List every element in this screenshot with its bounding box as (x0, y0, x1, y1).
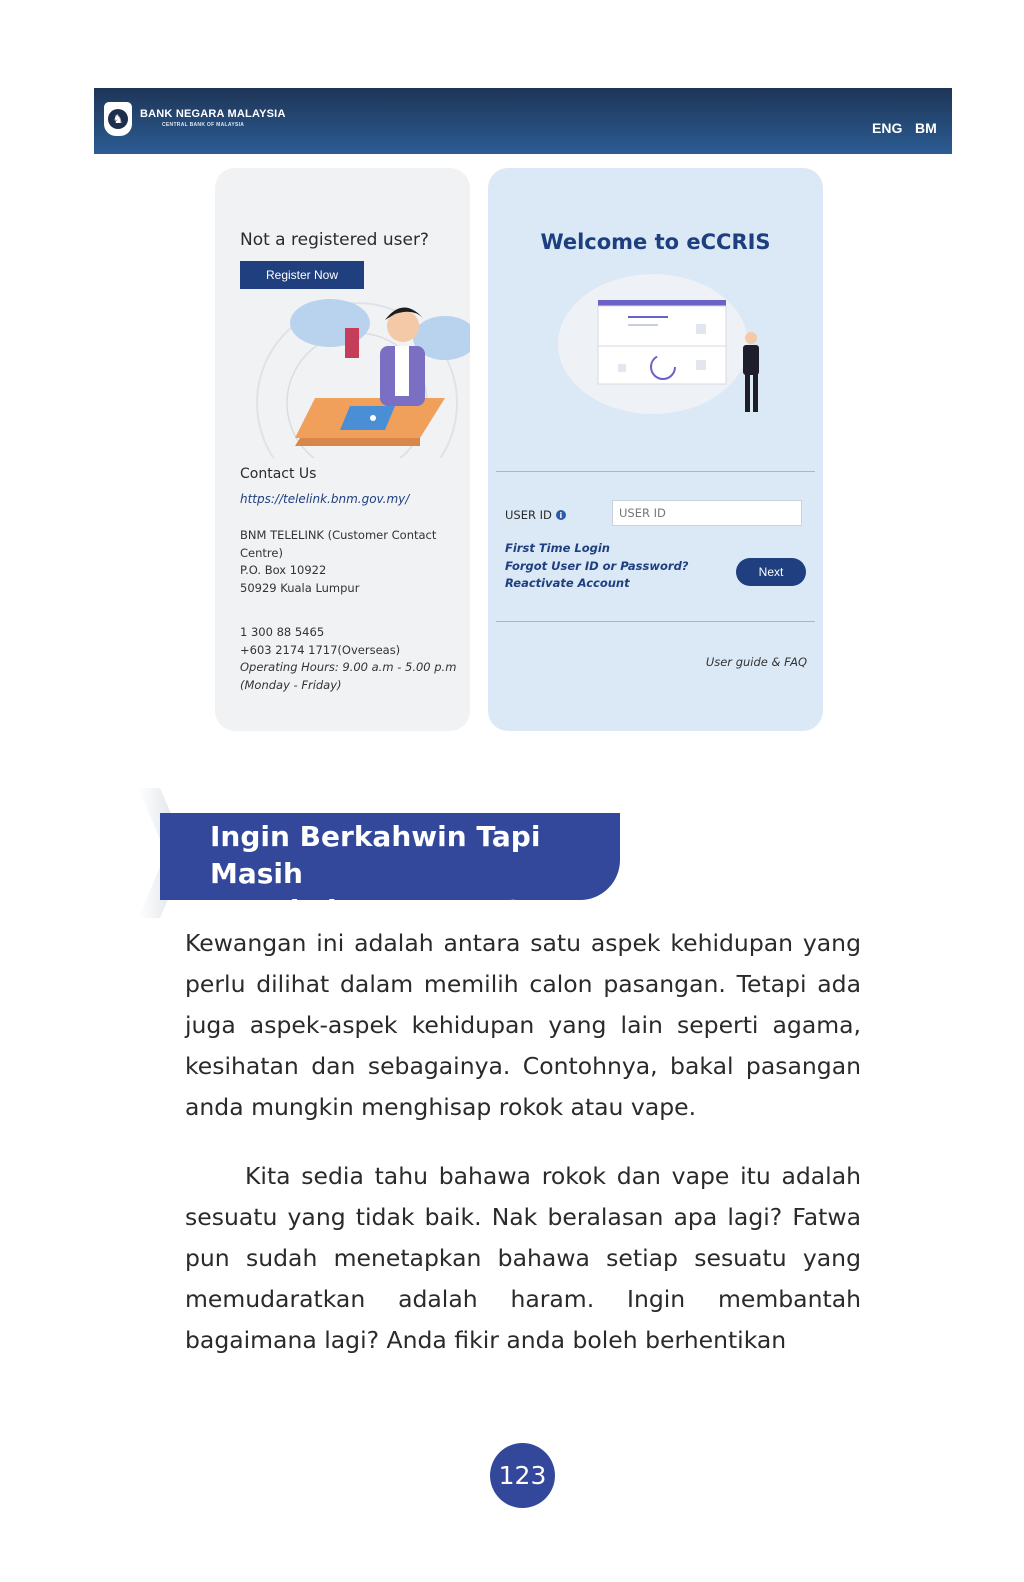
contact-address (240, 527, 450, 597)
workspace-illustration (245, 268, 470, 458)
contact-us-title: Contact Us (240, 466, 317, 482)
operating-hours: Operating Hours: 9.00 a.m - 5.00 p.m (240, 660, 457, 674)
next-button[interactable]: Next (736, 558, 806, 586)
phone-number: 1 300 88 5465 (240, 625, 325, 639)
divider (496, 471, 815, 472)
user-id-label (505, 508, 566, 522)
operating-days: (Monday - Friday) (240, 677, 342, 692)
org-subtitle: CENTRAL BANK OF MALAYSIA (162, 122, 245, 128)
welcome-title: Welcome to eCCRIS (540, 230, 771, 254)
divider (496, 621, 815, 622)
contact-url-link[interactable]: https://telelink.bnm.gov.my/ (240, 492, 410, 506)
user-guide-faq-link[interactable]: User guide & FAQ (705, 655, 807, 669)
paragraph-1: Kewangan ini adalah antara satu aspek kehidupan yang perlu dilihat dalam memilih calon pasangan. Tetapi ada juga aspek-aspek kehidupan yang lain seperti agama, kesihatan dan sebagainya. Contohnya, bakal pasangan anda mungkin menghisap rokok atau vape. (185, 929, 861, 1121)
org-name: BANK NEGARA MALAYSIA (140, 108, 286, 120)
lang-eng-link[interactable]: ENG (872, 120, 903, 136)
paragraph-2: Kita sedia tahu bahawa rokok dan vape itu adalah sesuatu yang tidak baik. Nak beralasan apa lagi? Fatwa pun sudah menetapkan bahawa setiap sesuatu yang memudaratkan adalah haram. Ingin membantah bagaimana lagi? Anda fikir anda boleh berhentikan (185, 1162, 861, 1354)
heading-line: Ingin Berkahwin Tapi Masih (210, 820, 541, 890)
not-registered-prompt: Not a registered user? (240, 230, 429, 250)
user-id-label-text: USER ID (505, 508, 552, 522)
info-icon[interactable]: i (556, 510, 566, 520)
account-links (505, 540, 688, 593)
bnm-logo-icon: ♞ (104, 102, 132, 136)
first-time-login-link[interactable]: First Time Login (505, 541, 610, 555)
reactivate-account-link[interactable]: Reactivate Account (505, 576, 630, 590)
forgot-credentials-link[interactable]: Forgot User ID or Password? (505, 558, 689, 573)
user-id-input[interactable] (612, 500, 802, 526)
register-now-button[interactable]: Register Now (240, 261, 364, 289)
login-panel (488, 168, 823, 731)
phone-overseas: +603 2174 1717(Overseas) (240, 642, 401, 657)
page-number: 123 (490, 1443, 555, 1508)
dashboard-illustration (548, 272, 788, 432)
address-line: 50929 Kuala Lumpur (240, 580, 360, 595)
register-panel (215, 168, 470, 731)
contact-phone-block (240, 624, 465, 694)
section-heading (210, 818, 610, 929)
bnm-header-bar (94, 88, 952, 154)
heading-line: Merokok Dan Vape? (210, 894, 522, 927)
lang-bm-link[interactable]: BM (915, 120, 937, 136)
address-line: BNM TELELINK (Customer Contact Centre) (240, 528, 437, 560)
address-line: P.O. Box 10922 (240, 563, 327, 577)
